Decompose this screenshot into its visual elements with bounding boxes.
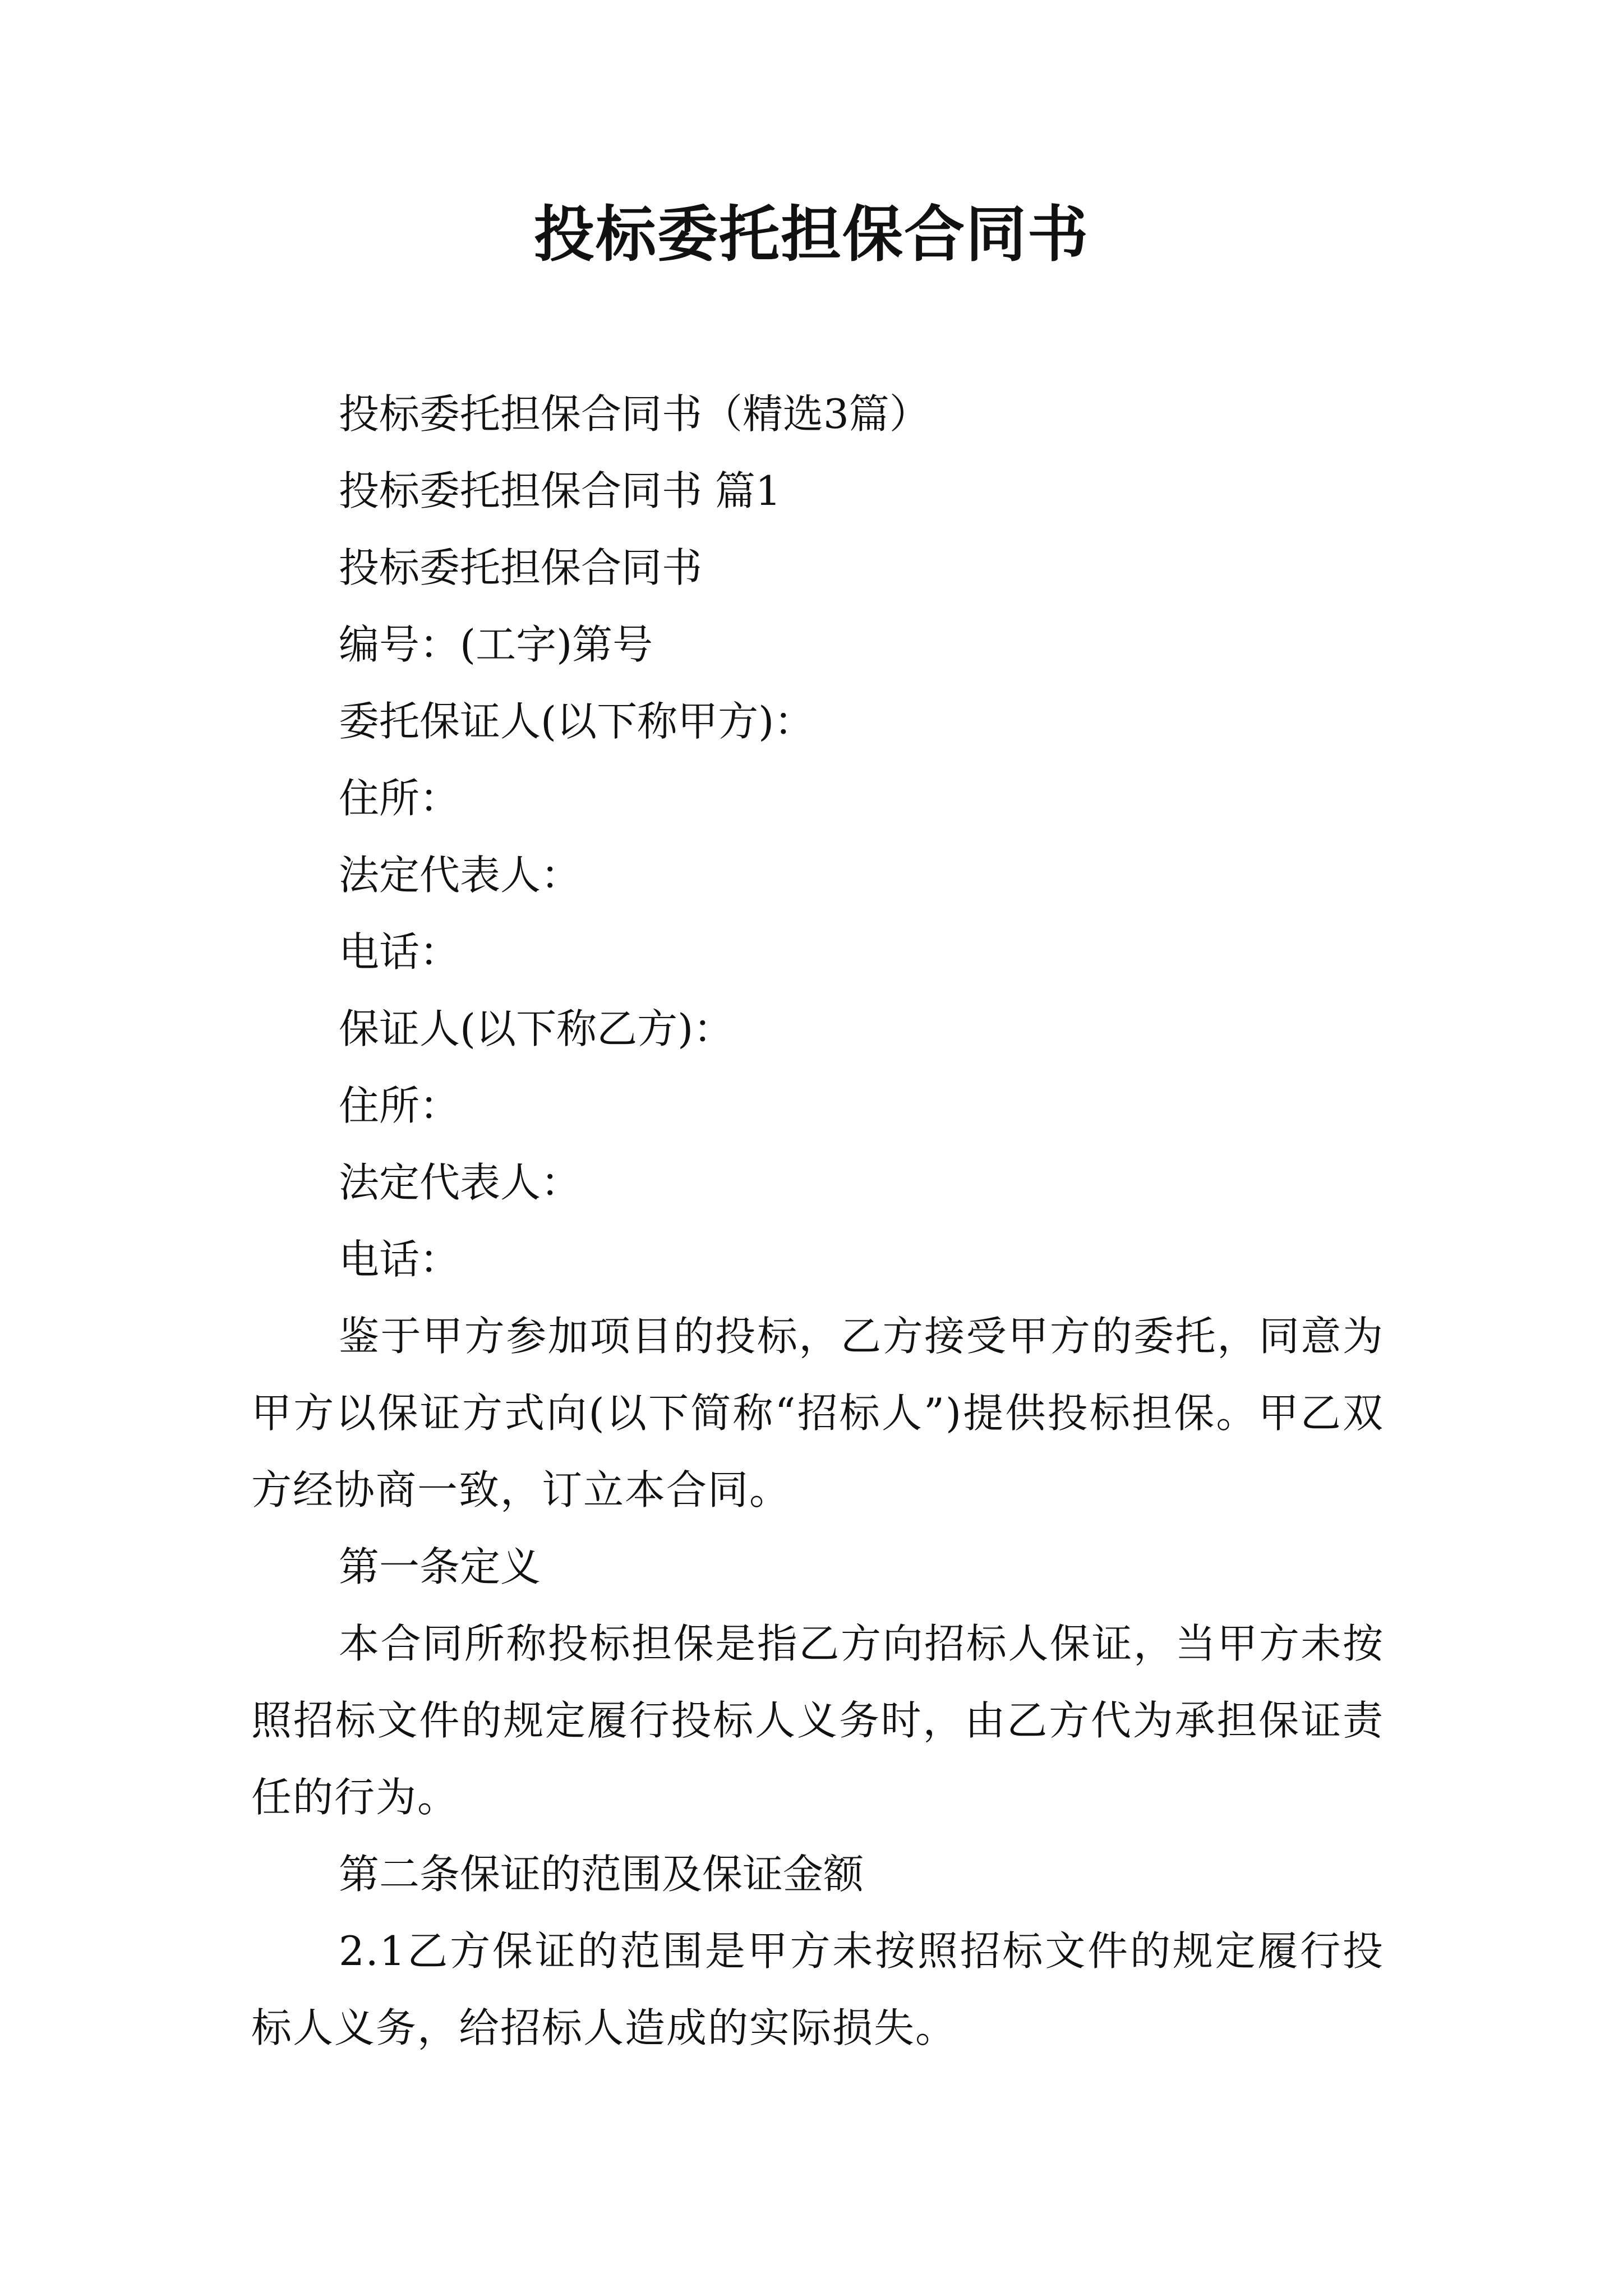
party-a-label: 委托保证人(以下称甲方)： bbox=[339, 698, 815, 745]
party-a-representative-field: 法定代表人： bbox=[339, 852, 582, 899]
article-2-1-paragraph: 2.1乙方保证的范围是甲方未按照招标文件的规定履行投标人义务，给招标人造成的实际损失。 bbox=[251, 1927, 1384, 2051]
subtitle-line: 投标委托担保合同书（精选3篇） bbox=[339, 390, 930, 438]
article-1-heading: 第一条定义 bbox=[339, 1543, 541, 1590]
party-a-address-field: 住所： bbox=[339, 775, 460, 822]
document-body bbox=[251, 376, 1384, 2067]
party-a-phone-field: 电话： bbox=[339, 928, 460, 976]
party-b-representative-field: 法定代表人： bbox=[339, 1159, 582, 1206]
article-2-heading: 第二条保证的范围及保证金额 bbox=[339, 1851, 864, 1898]
article-1-paragraph: 本合同所称投标担保是指乙方向招标人保证，当甲方未按照招标文件的规定履行投标人义务时，由乙方代为承担保证责任的行为。 bbox=[251, 1620, 1384, 1821]
document-title: 投标委托担保合同书 bbox=[533, 199, 1089, 270]
party-b-address-field: 住所： bbox=[339, 1082, 460, 1129]
preamble-paragraph: 鉴于甲方参加项目的投标，乙方接受甲方的委托，同意为甲方以保证方式向(以下简称“招标人”)提供投标担保。甲乙双方经协商一致，订立本合同。 bbox=[251, 1313, 1384, 1513]
contract-number-field: 编号：(工字)第号 bbox=[339, 621, 653, 668]
party-b-phone-field: 电话： bbox=[339, 1236, 460, 1283]
contract-name: 投标委托担保合同书 bbox=[339, 544, 703, 591]
section-heading: 投标委托担保合同书 篇1 bbox=[339, 467, 781, 514]
party-b-label: 保证人(以下称乙方)： bbox=[339, 1005, 734, 1052]
